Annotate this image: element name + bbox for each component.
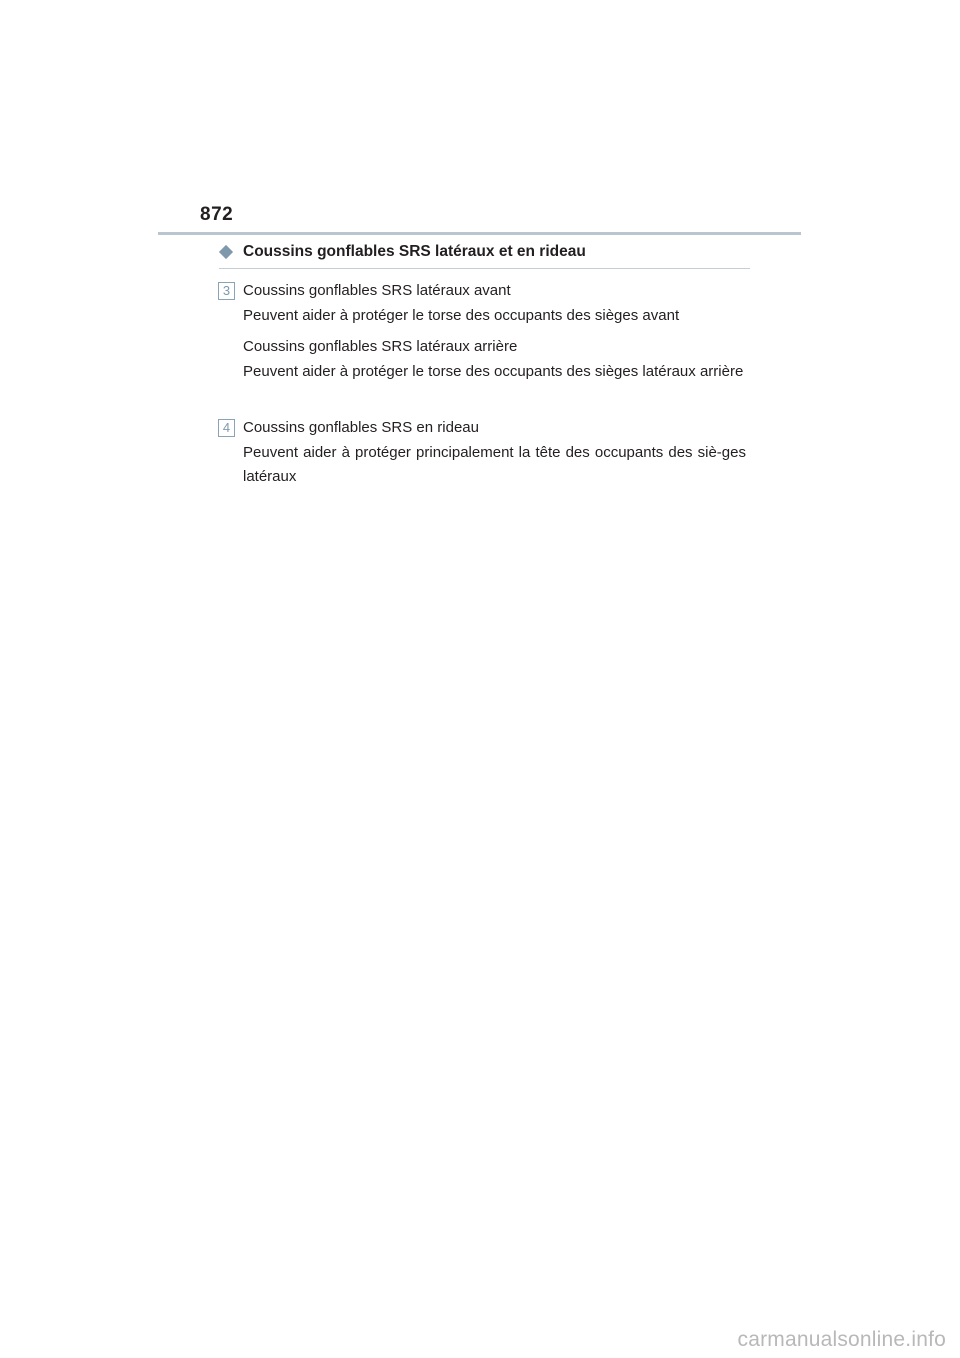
section-rule <box>219 268 750 269</box>
item-description: Peuvent aider à protéger le torse des occupants des sièges avant <box>243 306 680 324</box>
list-item <box>243 416 746 490</box>
item-title: Coussins gonflables SRS en rideau <box>243 419 479 436</box>
item-title: Coussins gonflables SRS latéraux arrière <box>243 338 518 355</box>
section-heading-text: Coussins gonflables SRS latéraux et en rideau <box>243 243 586 260</box>
footer-watermark[interactable]: carmanualsonline.info <box>737 1328 946 1351</box>
page-number: 872 <box>200 204 234 225</box>
diamond-bullet-icon <box>219 245 233 259</box>
item-number-badge: 4 <box>218 419 235 437</box>
item-description: Peuvent aider à protéger principalement la tête des occupants des siè-ges latéraux <box>243 443 746 485</box>
item-number-badge: 3 <box>218 282 235 300</box>
list-item <box>243 335 746 384</box>
section-heading <box>219 243 586 261</box>
item-description: Peuvent aider à protéger le torse des occupants des sièges latéraux arrière <box>243 362 744 380</box>
header-rule <box>158 232 801 235</box>
list-item <box>243 279 746 328</box>
item-title: Coussins gonflables SRS latéraux avant <box>243 282 511 299</box>
